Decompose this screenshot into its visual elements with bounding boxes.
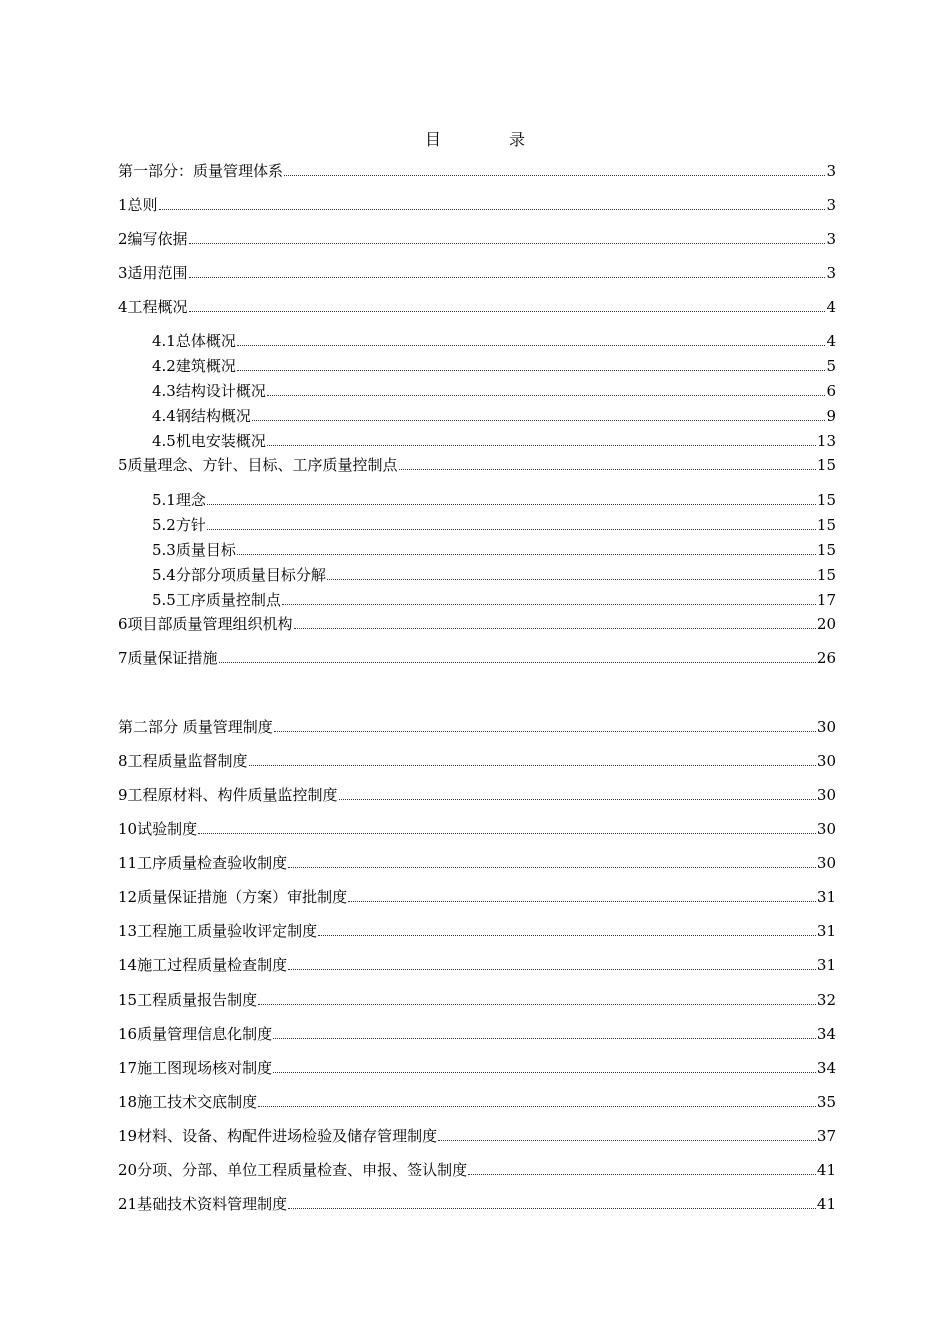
toc-entry[interactable] <box>152 485 836 509</box>
toc-entry-page: 3 <box>826 162 836 180</box>
toc-entry-page: 37 <box>816 1127 836 1145</box>
toc-entry-page: 4 <box>826 298 836 316</box>
toc-entry-label: 5.2方针 <box>152 516 206 534</box>
toc-leader-dots <box>282 604 816 605</box>
toc-entry-page: 5 <box>826 357 836 375</box>
toc-leader-dots <box>159 209 826 210</box>
toc-leader-dots <box>258 1106 816 1107</box>
toc-entry[interactable] <box>118 780 836 804</box>
toc-entry[interactable] <box>118 950 836 974</box>
toc-entry-label: 10试验制度 <box>118 820 198 838</box>
toc-entry-page: 30 <box>816 854 836 872</box>
toc-entry-label: 17施工图现场核对制度 <box>118 1059 273 1077</box>
toc-entry-page: 15 <box>816 516 836 534</box>
toc-leader-dots <box>339 799 816 800</box>
toc-entry[interactable] <box>152 510 836 534</box>
toc-entry-label: 12质量保证措施（方案）审批制度 <box>118 888 348 906</box>
toc-entry-label: 5.5工序质量控制点 <box>152 591 281 609</box>
toc-entry-label: 1总则 <box>118 196 158 214</box>
toc-leader-dots <box>249 765 816 766</box>
toc-leader-dots <box>189 277 826 278</box>
toc-leader-dots <box>267 445 816 446</box>
toc-entry[interactable] <box>118 916 836 940</box>
toc-entry-page: 15 <box>816 491 836 509</box>
toc-entry-label: 4.1总体概况 <box>152 332 236 350</box>
toc-entry-page: 41 <box>816 1161 836 1179</box>
toc-entry-label: 5.1理念 <box>152 491 206 509</box>
toc-entry-page: 31 <box>816 956 836 974</box>
toc-entry[interactable] <box>152 426 836 450</box>
toc-entry-label: 8工程质量监督制度 <box>118 752 248 770</box>
toc-entry[interactable] <box>118 882 836 906</box>
toc-entry-page: 26 <box>816 649 836 667</box>
toc-entry[interactable] <box>118 258 836 282</box>
toc-entry[interactable] <box>152 585 836 609</box>
toc-leader-dots <box>288 1208 816 1209</box>
toc-leader-dots <box>207 529 816 530</box>
toc-entry-label: 5.4分部分项质量目标分解 <box>152 566 326 584</box>
toc-leader-dots <box>237 345 826 346</box>
toc-leader-dots <box>288 969 816 970</box>
toc-leader-dots <box>267 395 826 396</box>
toc-entry-label: 20分项、分部、单位工程质量检查、申报、签认制度 <box>118 1161 468 1179</box>
toc-entry-page: 3 <box>826 264 836 282</box>
toc-leader-dots <box>327 579 816 580</box>
toc-entry-label: 19材料、设备、构配件进场检验及储存管理制度 <box>118 1127 438 1145</box>
toc-entry[interactable] <box>118 1155 836 1179</box>
toc-entry[interactable] <box>152 351 836 375</box>
toc-entry-page: 34 <box>816 1059 836 1077</box>
toc-entry[interactable] <box>118 1053 836 1077</box>
toc-entry-page: 15 <box>816 566 836 584</box>
toc-entry-page: 30 <box>816 718 836 736</box>
toc-entry-label: 第二部分 质量管理制度 <box>118 718 273 736</box>
toc-entry[interactable] <box>118 712 836 736</box>
toc-entry-page: 3 <box>826 230 836 248</box>
toc-leader-dots <box>237 554 816 555</box>
toc-entry-page: 41 <box>816 1195 836 1213</box>
toc-entry-page: 6 <box>826 382 836 400</box>
toc-entry-label: 11工序质量检查验收制度 <box>118 854 288 872</box>
toc-entry-page: 34 <box>816 1025 836 1043</box>
page-title: 目 录 <box>424 130 551 149</box>
toc-entry-page: 9 <box>826 407 836 425</box>
toc-entry[interactable] <box>118 450 836 474</box>
toc-leader-dots <box>438 1140 816 1141</box>
toc-leader-dots <box>399 469 816 470</box>
toc-entry-label: 21基础技术资料管理制度 <box>118 1195 288 1213</box>
toc-leader-dots <box>258 1004 816 1005</box>
toc-entry-page: 17 <box>816 591 836 609</box>
toc-entry-page: 4 <box>826 332 836 350</box>
toc-leader-dots <box>207 504 816 505</box>
toc-entry[interactable] <box>118 746 836 770</box>
toc-entry[interactable] <box>118 1019 836 1043</box>
toc-entry[interactable] <box>118 1087 836 1111</box>
toc-entry[interactable] <box>118 1121 836 1145</box>
toc-entry-label: 6项目部质量管理组织机构 <box>118 615 293 633</box>
toc-entry[interactable] <box>118 1189 836 1213</box>
toc-entry[interactable] <box>118 643 836 667</box>
toc-leader-dots <box>468 1174 816 1175</box>
toc-entry[interactable] <box>152 535 836 559</box>
toc-entry-page: 15 <box>816 541 836 559</box>
toc-entry-label: 7质量保证措施 <box>118 649 218 667</box>
toc-entry-label: 14施工过程质量检查制度 <box>118 956 288 974</box>
toc-entry-page: 32 <box>816 991 836 1009</box>
toc-leader-dots <box>294 628 816 629</box>
toc-entry-label: 2编写依据 <box>118 230 188 248</box>
toc-entry[interactable] <box>118 848 836 872</box>
toc-leader-dots <box>198 833 816 834</box>
toc-entry-page: 3 <box>826 196 836 214</box>
toc-entry-label: 9工程原材料、构件质量监控制度 <box>118 786 338 804</box>
toc-leader-dots <box>318 935 816 936</box>
toc-entry-page: 30 <box>816 820 836 838</box>
toc-entry[interactable] <box>118 985 836 1009</box>
toc-entry-page: 30 <box>816 786 836 804</box>
toc-entry[interactable] <box>118 292 836 316</box>
toc-entry-label: 第一部分：质量管理体系 <box>118 162 284 180</box>
toc-leader-dots <box>288 867 816 868</box>
toc-leader-dots <box>348 901 816 902</box>
toc-entry[interactable] <box>152 376 836 400</box>
toc-entry-page: 20 <box>816 615 836 633</box>
toc-entry-page: 13 <box>816 432 836 450</box>
toc-entry-page: 30 <box>816 752 836 770</box>
toc-entry-page: 31 <box>816 888 836 906</box>
toc-leader-dots <box>219 662 816 663</box>
toc-entry-page: 35 <box>816 1093 836 1111</box>
toc-leader-dots <box>189 311 826 312</box>
toc-entry-label: 4.4钢结构概况 <box>152 407 251 425</box>
toc-entry-label: 5.3质量目标 <box>152 541 236 559</box>
toc-leader-dots <box>189 243 826 244</box>
toc-entry-label: 15工程质量报告制度 <box>118 991 258 1009</box>
toc-entry[interactable] <box>152 326 836 350</box>
toc-leader-dots <box>273 1038 816 1039</box>
toc-entry-label: 13工程施工质量验收评定制度 <box>118 922 318 940</box>
toc-entry-label: 4.5机电安装概况 <box>152 432 266 450</box>
toc-entry-label: 18施工技术交底制度 <box>118 1093 258 1111</box>
toc-entry[interactable] <box>118 224 836 248</box>
toc-leader-dots <box>273 1072 816 1073</box>
toc-leader-dots <box>252 420 826 421</box>
toc-leader-dots <box>237 370 826 371</box>
toc-leader-dots <box>284 175 825 176</box>
toc-entry[interactable] <box>152 401 836 425</box>
toc-leader-dots <box>274 731 816 732</box>
toc-entry-label: 16质量管理信息化制度 <box>118 1025 273 1043</box>
toc-entry[interactable] <box>118 190 836 214</box>
toc-entry-label: 4.2建筑概况 <box>152 357 236 375</box>
toc-entry[interactable] <box>152 560 836 584</box>
toc-entry[interactable] <box>118 814 836 838</box>
toc-entry-page: 15 <box>816 456 836 474</box>
toc-entry-label: 5质量理念、方针、目标、工序质量控制点 <box>118 456 398 474</box>
toc-entry-label: 3适用范围 <box>118 264 188 282</box>
toc-entry[interactable] <box>118 156 836 180</box>
toc-entry[interactable] <box>118 609 836 633</box>
toc-entry-label: 4.3结构设计概况 <box>152 382 266 400</box>
toc-entry-label: 4工程概况 <box>118 298 188 316</box>
toc-entry-page: 31 <box>816 922 836 940</box>
